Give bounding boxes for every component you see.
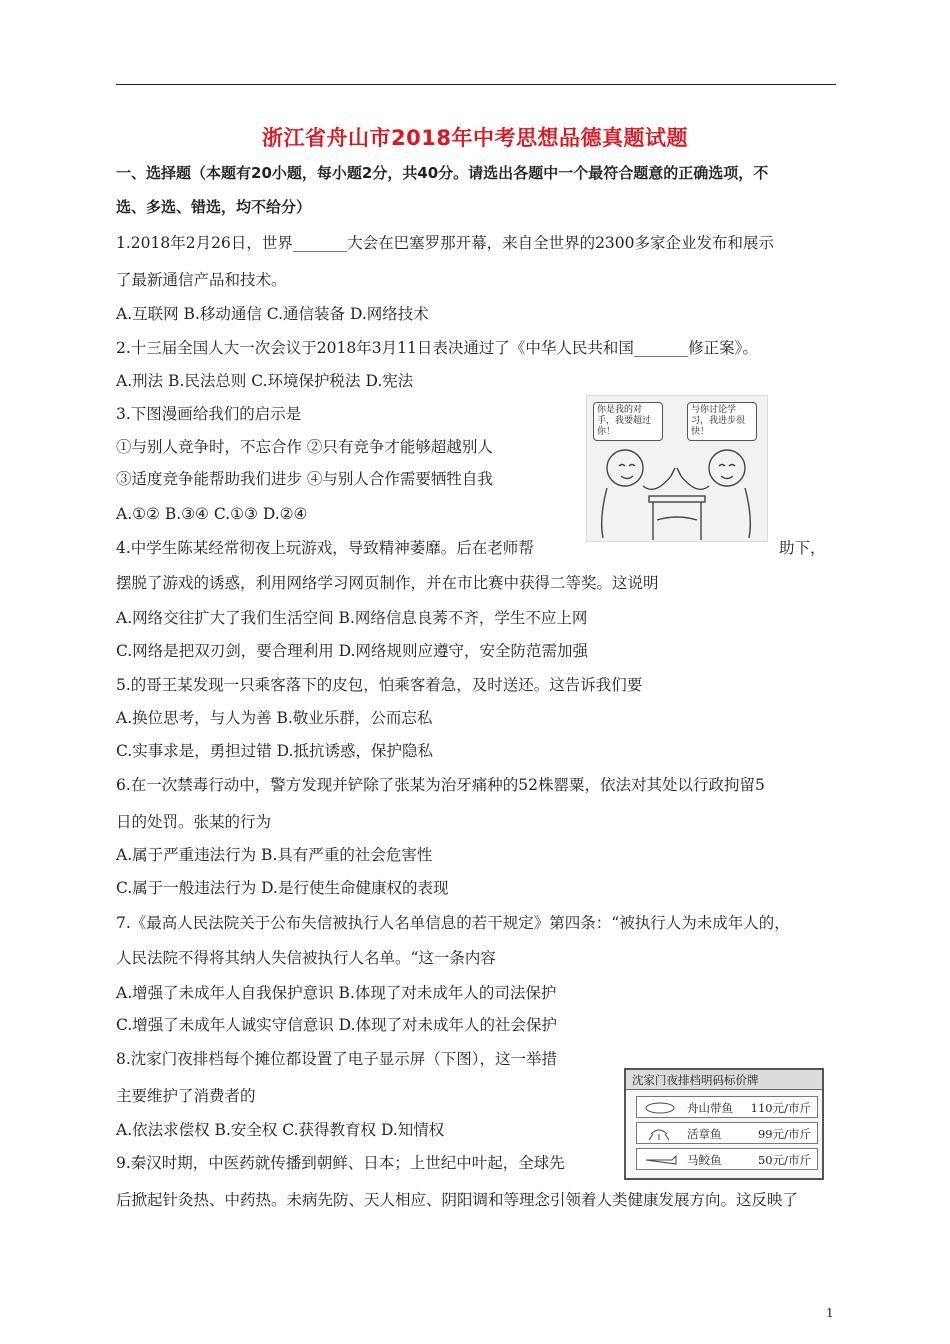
q5-stem: 5.的哥王某发现一只乘客落下的皮包，怕乘客着急，及时送还。这告诉我们要 bbox=[116, 676, 643, 694]
octopus-icon bbox=[643, 1127, 677, 1141]
q9-stem-line2: 后掀起针灸热、中药热。未病先防、天人相应、阴阳调和等理念引领着人类健康发展方向。这反映了 bbox=[116, 1191, 799, 1209]
q8-options: A.依法求偿权 B.安全权 C.获得教育权 D.知情权 bbox=[116, 1121, 445, 1139]
price-board-title: 沈家门夜排档明码标价牌 bbox=[626, 1070, 822, 1090]
q6-options-cd: C.属于一般违法行为 D.是行使生命健康权的表现 bbox=[116, 879, 449, 897]
q8-stem-line2: 主要维护了消费者的 bbox=[116, 1087, 256, 1105]
price-row-price: 110元/市斤 bbox=[750, 1101, 811, 1115]
q7-options-ab: A.增强了未成年人自我保护意识 B.体现了对未成年人的司法保护 bbox=[116, 984, 557, 1002]
price-row-name: 舟山带鱼 bbox=[687, 1101, 733, 1115]
price-row-name: 马鲛鱼 bbox=[687, 1153, 722, 1167]
price-row-name: 活章鱼 bbox=[687, 1127, 722, 1141]
price-row bbox=[636, 1148, 818, 1170]
q2-stem: 2.十三届全国人大一次会议于2018年3月11日表决通过了《中华人民共和国_______修正案》。 bbox=[116, 339, 758, 357]
top-rule bbox=[116, 84, 836, 85]
q4-stem-line2: 摆脱了游戏的诱惑，利用网络学习网页制作，并在市比赛中获得二等奖。这说明 bbox=[116, 574, 659, 592]
q9-stem-line1: 9.秦汉时期，中医药就传播到朝鲜、日本；上世纪中叶起，全球先 bbox=[116, 1154, 565, 1172]
q1-options: A.互联网 B.移动通信 C.通信装备 D.网络技术 bbox=[116, 305, 429, 323]
q5-options-ab: A.换位思考，与人为善 B.敬业乐群，公而忘私 bbox=[116, 709, 433, 727]
q8-stem-line1: 8.沈家门夜排档每个摊位都设置了电子显示屏（下图），这一举措 bbox=[116, 1050, 558, 1068]
q1-stem-line2: 了最新通信产品和技术。 bbox=[116, 271, 287, 289]
q8-price-board bbox=[624, 1068, 824, 1180]
q3-choices-12: ①与别人竞争时，不忘合作 ②只有竞争才能够超越别人 bbox=[116, 438, 493, 456]
cartoon-bubble-right: 与你讨论学习，我进步很快！ bbox=[687, 402, 757, 441]
hairtail-icon bbox=[643, 1101, 677, 1115]
q5-options-cd: C.实事求是，勇担过错 D.抵抗诱惑，保护隐私 bbox=[116, 742, 433, 760]
q6-options-ab: A.属于严重违法行为 B.具有严重的社会危害性 bbox=[116, 846, 433, 864]
section-heading-line1: 一、选择题（本题有20小题，每小题2分，共40分。请选出各题中一个最符合题意的正确选项，不 bbox=[116, 164, 769, 182]
q3-choices-34: ③适度竞争能帮助我们进步 ④与别人合作需要牺牲自我 bbox=[116, 470, 493, 488]
q3-options: A.①② B.③④ C.①③ D.②④ bbox=[116, 505, 308, 523]
q4-stem-line1b: 助下， bbox=[779, 539, 826, 557]
price-row bbox=[636, 1096, 818, 1118]
q4-stem-line1a: 4.中学生陈某经常彻夜上玩游戏，导致精神萎靡。后在老师帮 bbox=[116, 539, 534, 557]
q2-options: A.刑法 B.民法总则 C.环境保护税法 D.宪法 bbox=[116, 372, 414, 390]
q4-options-cd: C.网络是把双刃剑，要合理利用 D.网络规则应遵守，安全防范需加强 bbox=[116, 642, 588, 660]
q6-stem-line2: 日的处罚。张某的行为 bbox=[116, 813, 272, 831]
section-heading-line2: 选、多选、错选，均不给分） bbox=[116, 198, 312, 216]
price-row-price: 99元/市斤 bbox=[757, 1127, 811, 1141]
q7-options-cd: C.增强了未成年人诚实守信意识 D.体现了对未成年人的社会保护 bbox=[116, 1016, 557, 1034]
q3-stem: 3.下图漫画给我们的启示是 bbox=[116, 405, 302, 423]
price-row-price: 50元/市斤 bbox=[757, 1153, 811, 1167]
q7-stem-line1: 7.《最高人民法院关于公布失信被执行人名单信息的若干规定》第四条：“被执行人为未成年人的， bbox=[116, 914, 790, 932]
page-title: 浙江省舟山市2018年中考思想品德真题试题 bbox=[262, 126, 688, 150]
q7-stem-line2: 人民法院不得将其纳人失信被执行人名单。“这一条内容 bbox=[116, 949, 496, 967]
q4-options-ab: A.网络交往扩大了我们生活空间 B.网络信息良莠不齐，学生不应上网 bbox=[116, 609, 588, 627]
q3-cartoon bbox=[586, 395, 768, 542]
price-row bbox=[636, 1122, 818, 1144]
cartoon-drawing bbox=[587, 396, 767, 541]
cartoon-bubble-left: 你是我的对手，我要超过你！ bbox=[593, 402, 663, 441]
q6-stem-line1: 6.在一次禁毒行动中，警方发现并铲除了张某为治牙痛种的52株罂粟，依法对其处以行政拘留5 bbox=[116, 776, 765, 794]
q1-stem-line1: 1.2018年2月26日，世界_______大会在巴塞罗那开幕，来自全世界的2300多家企业发布和展示 bbox=[116, 234, 775, 252]
page-number: 1 bbox=[826, 1306, 834, 1320]
mackerel-icon bbox=[643, 1153, 677, 1167]
